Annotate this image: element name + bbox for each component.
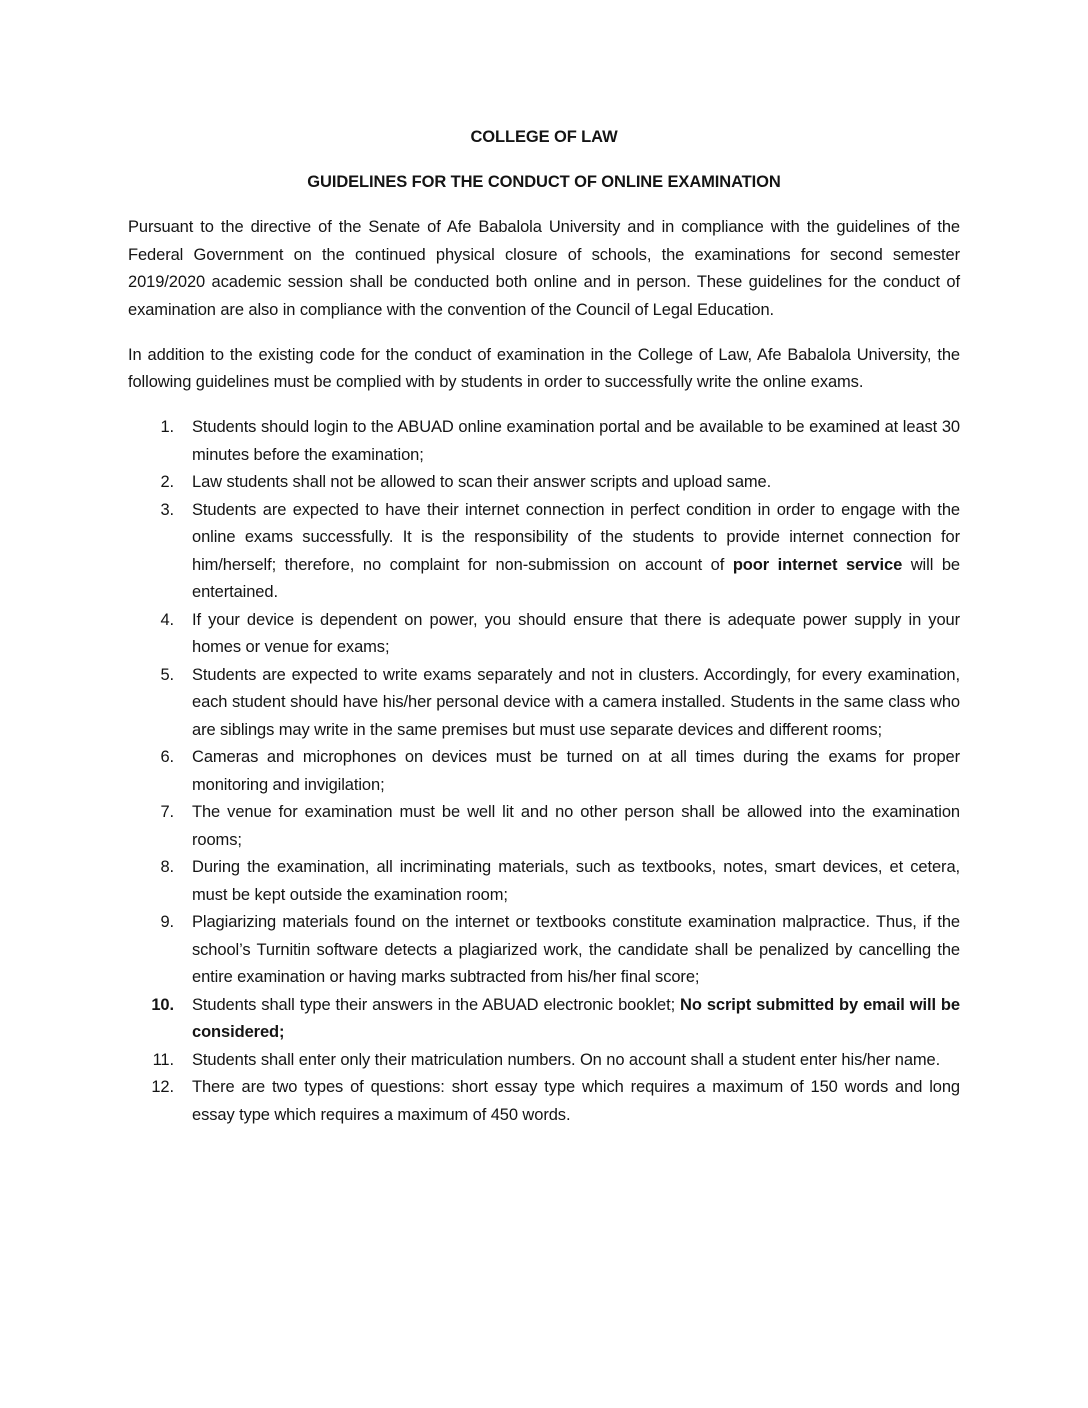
list-item-number: 1. (160, 418, 174, 436)
list-item (128, 469, 960, 497)
list-item-number: 12. (151, 1078, 174, 1096)
list-item-text-segment: Students should login to the ABUAD online examination portal and be available to be examined at least 30 minutes before the examination; (192, 418, 960, 464)
list-item (128, 909, 960, 992)
list-item-text (192, 414, 960, 469)
list-item (128, 497, 960, 607)
list-item-text (192, 662, 960, 745)
list-item-text (192, 1074, 960, 1129)
guidelines-list (128, 414, 960, 1129)
list-item-text-segment: Students shall type their answers in the ABUAD electronic booklet; (192, 995, 681, 1014)
list-item-text-segment: Students are expected to have their internet connection in perfect condition in order to engage with the online exams successfully. It is the responsibility of the students to provide internet connection for him/herself; therefore, no complaint for non-submission on account of (192, 500, 960, 574)
list-item-text (192, 469, 960, 497)
list-item-text-segment: Cameras and microphones on devices must be turned on at all times during the exams for proper monitoring and invigilation; (192, 748, 960, 794)
list-item (128, 1074, 960, 1129)
list-item-text-segment: Plagiarizing materials found on the internet or textbooks constitute examination malpractice. Thus, if the school’s Turnitin software detects a plagiarized work, the candidate shall be penalized by cancelling the entire examination or having marks subtracted from his/her final score; (192, 913, 960, 986)
list-item-text-segment: will be entertained. (192, 555, 961, 601)
list-item-text-bold-segment: poor internet service (732, 555, 903, 574)
list-item-number: 9. (160, 913, 174, 931)
document-title: COLLEGE OF LAW (470, 128, 618, 146)
list-item-number: 6. (160, 748, 174, 766)
list-item-text (192, 1047, 960, 1075)
list-item-text-segment: Students are expected to write exams separately and not in clusters. Accordingly, for every examination, each student should have his/her personal device with a camera installed. Students in the same class who are siblings may write in the same premises but must use separate devices and different rooms; (192, 665, 960, 739)
list-item (128, 799, 960, 854)
list-item-text-bold-segment: No script submitted by email will be considered; (192, 995, 960, 1041)
list-item-text (192, 497, 960, 607)
list-item (128, 854, 960, 909)
list-item (128, 744, 960, 799)
list-item-text-segment: Students shall enter only their matriculation numbers. On no account shall a student enter his/her name. (192, 1050, 941, 1069)
list-item-text-segment: The venue for examination must be well lit and no other person shall be allowed into the examination rooms; (192, 803, 960, 849)
list-item (128, 607, 960, 662)
intro-paragraph-2: In addition to the existing code for the conduct of examination in the College of Law, Afe Babalola University, the following guidelines must be complied with by students in order to successfully write the online exams. (128, 345, 960, 391)
list-item-text (192, 992, 960, 1047)
list-item-text (192, 854, 960, 909)
list-item-text-segment: During the examination, all incriminating materials, such as textbooks, notes, smart devices, et cetera, must be kept outside the examination room; (192, 858, 960, 904)
document-subtitle: GUIDELINES FOR THE CONDUCT OF ONLINE EXAMINATION (307, 173, 781, 191)
list-item-number: 5. (160, 665, 174, 684)
list-item-text (192, 744, 960, 799)
list-item (128, 414, 960, 469)
list-item-number: 8. (160, 858, 174, 876)
list-item-number: 7. (160, 803, 174, 821)
list-item-number: 4. (160, 610, 174, 629)
list-item-number: 2. (160, 473, 174, 491)
list-item-text-segment: Law students shall not be allowed to scan their answer scripts and upload same. (192, 473, 772, 491)
list-item-text (192, 607, 960, 662)
list-item-number: 10. (151, 995, 174, 1014)
list-item-text-segment: If your device is dependent on power, you should ensure that there is adequate power supply in your homes or venue for exams; (192, 610, 960, 656)
intro-paragraph-1: Pursuant to the directive of the Senate of Afe Babalola University and in compliance with the guidelines of the Federal Government on the continued physical closure of schools, the examinations for second semester 2019/2020 academic session shall be conducted both online and in person. These guidelines for the conduct of examination are also in compliance with the convention of the Council of Legal Education. (128, 218, 960, 319)
list-item-text (192, 909, 960, 992)
list-item-number: 3. (160, 500, 174, 519)
list-item (128, 1047, 960, 1075)
list-item-text (192, 799, 960, 854)
list-item-number: 11. (152, 1050, 174, 1069)
list-item (128, 992, 960, 1047)
list-item (128, 662, 960, 745)
list-item-text-segment: There are two types of questions: short essay type which requires a maximum of 150 words and long essay type which requires a maximum of 450 words. (192, 1078, 960, 1124)
